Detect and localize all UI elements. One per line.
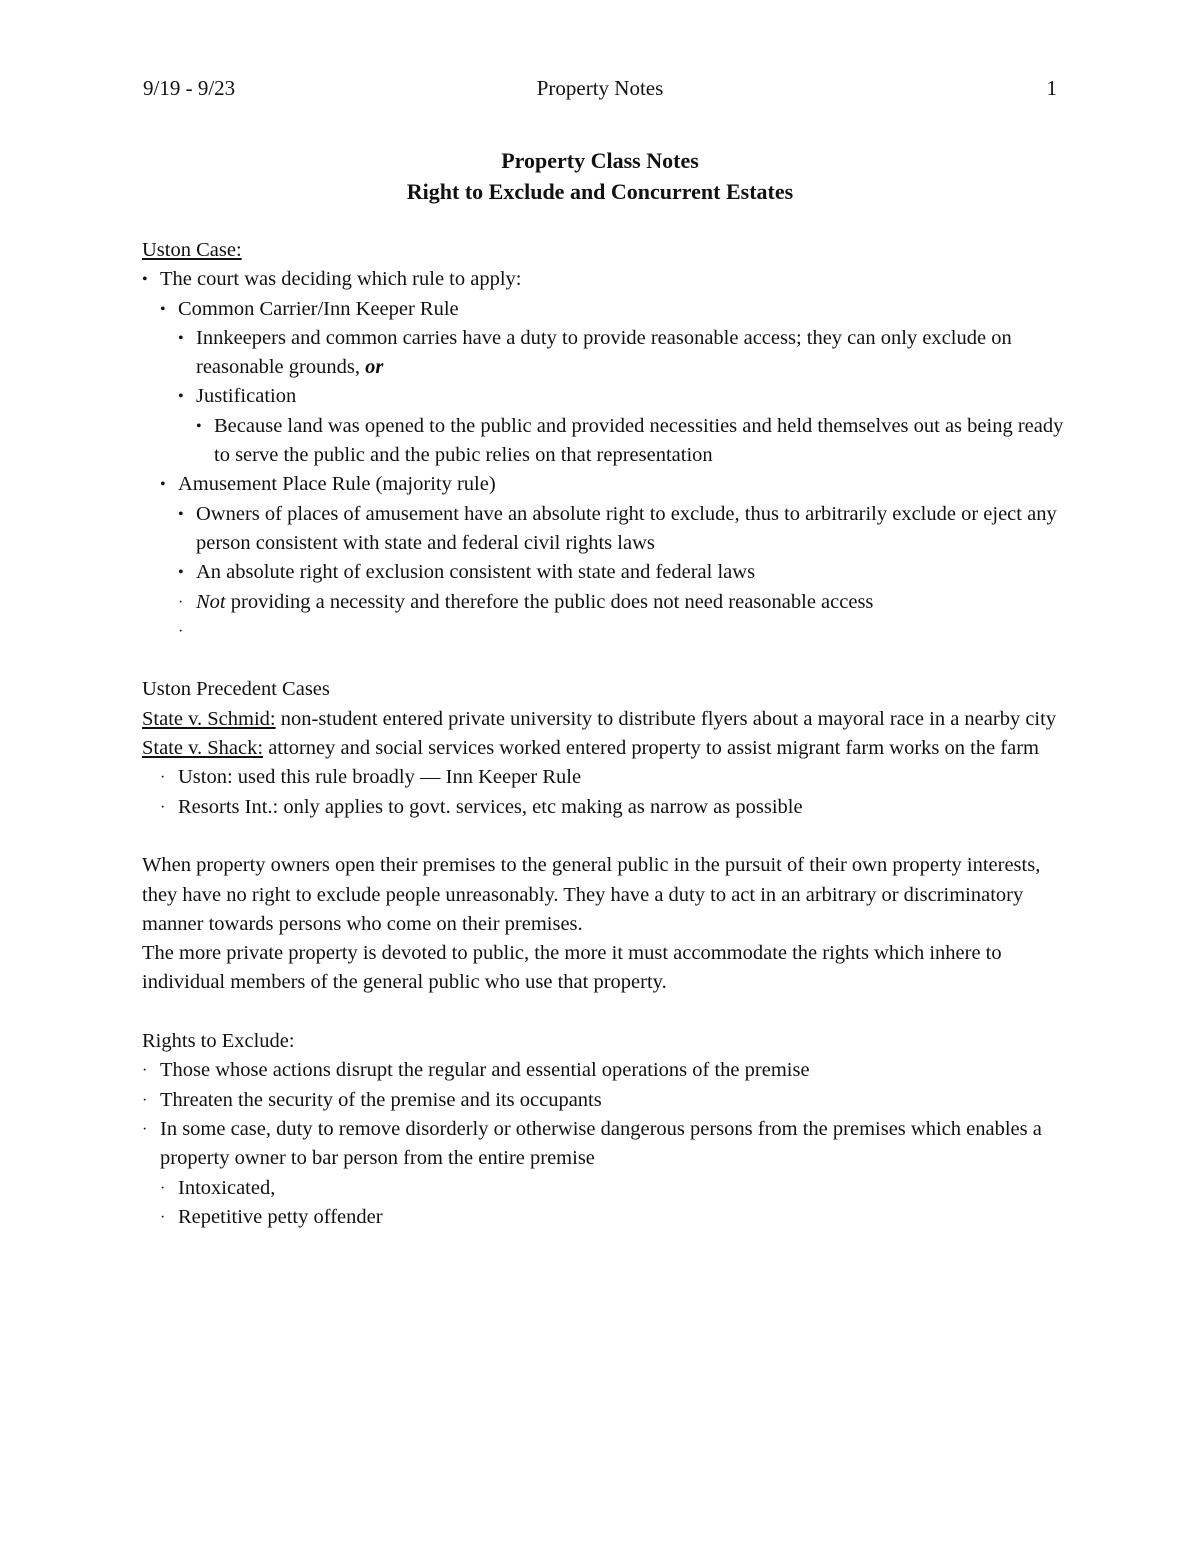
document-body (142, 236, 1072, 1232)
bullet-icon: • (178, 329, 184, 347)
header-title: Property Notes (536, 76, 664, 100)
list-item: · In some case, duty to remove disorderly or otherwise dangerous persons from the premises which enables a property owner to bar person from the entire premise (142, 1115, 1072, 1174)
bullet-icon: • (178, 388, 184, 406)
paragraph: When property owners open their premises to the general public in the pursuit of their own property interests, they have no right to exclude people unreasonably. They have a duty to act in an arbitrary or discriminatory manner towards persons who come on their premises. (142, 854, 1041, 935)
list-item: · Those whose actions disrupt the regular and essential operations of the premise (142, 1056, 1072, 1085)
list-item: · Uston: used this rule broadly — Inn Keeper Rule (142, 763, 1072, 792)
list-item: · Resorts Int.: only applies to govt. services, etc making as narrow as possible (142, 793, 1072, 822)
title-line-2: Right to Exclude and Concurrent Estates (406, 179, 794, 204)
emphasis-not: Not (196, 590, 226, 613)
page-number: 1 (1046, 76, 1057, 100)
list-item: • The court was deciding which rule to apply: (142, 265, 1072, 294)
bullet-icon: · (178, 622, 184, 640)
bullet-icon: · (142, 1091, 148, 1109)
bullet-icon: · (160, 769, 166, 787)
precedent-shack: State v. Shack: attorney and social services worked entered property to assist migrant farm works on the farm (142, 737, 1039, 760)
list-item: • Owners of places of amusement have an absolute right to exclude, thus to arbitrarily exclude or eject any person consistent with state and federal civil rights laws (142, 500, 1072, 559)
empty-list-item (142, 617, 1072, 646)
list-item: • An absolute right of exclusion consistent with state and federal laws (142, 558, 1072, 587)
spacer (142, 646, 1072, 675)
bullet-icon: · (160, 798, 166, 816)
precedent-heading: Uston Precedent Cases (142, 678, 330, 701)
uston-case-heading: Uston Case: (142, 239, 242, 261)
precedent-schmid: State v. Schmid: non-student entered private university to distribute flyers about a mayoral race in a nearby city (142, 707, 1057, 730)
bullet-icon: · (160, 1208, 166, 1226)
bullet-icon: • (160, 476, 166, 494)
header-date-range: 9/19 - 9/23 (143, 76, 236, 100)
bullet-icon: · (142, 1062, 148, 1080)
spacer (142, 822, 1072, 851)
list-item: · Intoxicated, (142, 1174, 1072, 1203)
document-title (0, 145, 1200, 207)
case-name-schmid: State v. Schmid: (142, 707, 276, 730)
emphasis-or: or (365, 356, 384, 379)
bullet-icon: • (178, 564, 184, 582)
list-item: · Repetitive petty offender (142, 1203, 1072, 1232)
list-item: • Because land was opened to the public and provided necessities and held themselves out as being ready to serve the public and the pubic relies on that representation (142, 412, 1072, 471)
list-item: • Justification (142, 382, 1072, 411)
list-item: · Threaten the security of the premise and its occupants (142, 1086, 1072, 1115)
bullet-icon: • (160, 300, 166, 318)
bullet-icon: • (142, 271, 148, 289)
bullet-icon: · (160, 1179, 166, 1197)
spacer (142, 998, 1072, 1027)
list-item: · Not providing a necessity and therefore the public does not need reasonable access (142, 588, 1072, 617)
list-item: • Amusement Place Rule (majority rule) (142, 470, 1072, 499)
bullet-icon: • (196, 417, 202, 435)
case-name-shack: State v. Shack: (142, 737, 264, 760)
list-item: • Common Carrier/Inn Keeper Rule (142, 295, 1072, 324)
paragraph: The more private property is devoted to public, the more it must accommodate the rights which inhere to individual members of the general public who use that property. (142, 942, 1002, 994)
bullet-icon: · (178, 593, 184, 611)
list-item: • Innkeepers and common carries have a duty to provide reasonable access; they can only exclude on reasonable grounds, or (142, 324, 1072, 383)
bullet-icon: • (178, 505, 184, 523)
rights-heading: Rights to Exclude: (142, 1030, 295, 1053)
title-line-1: Property Class Notes (501, 148, 699, 173)
bullet-icon: · (142, 1120, 148, 1138)
